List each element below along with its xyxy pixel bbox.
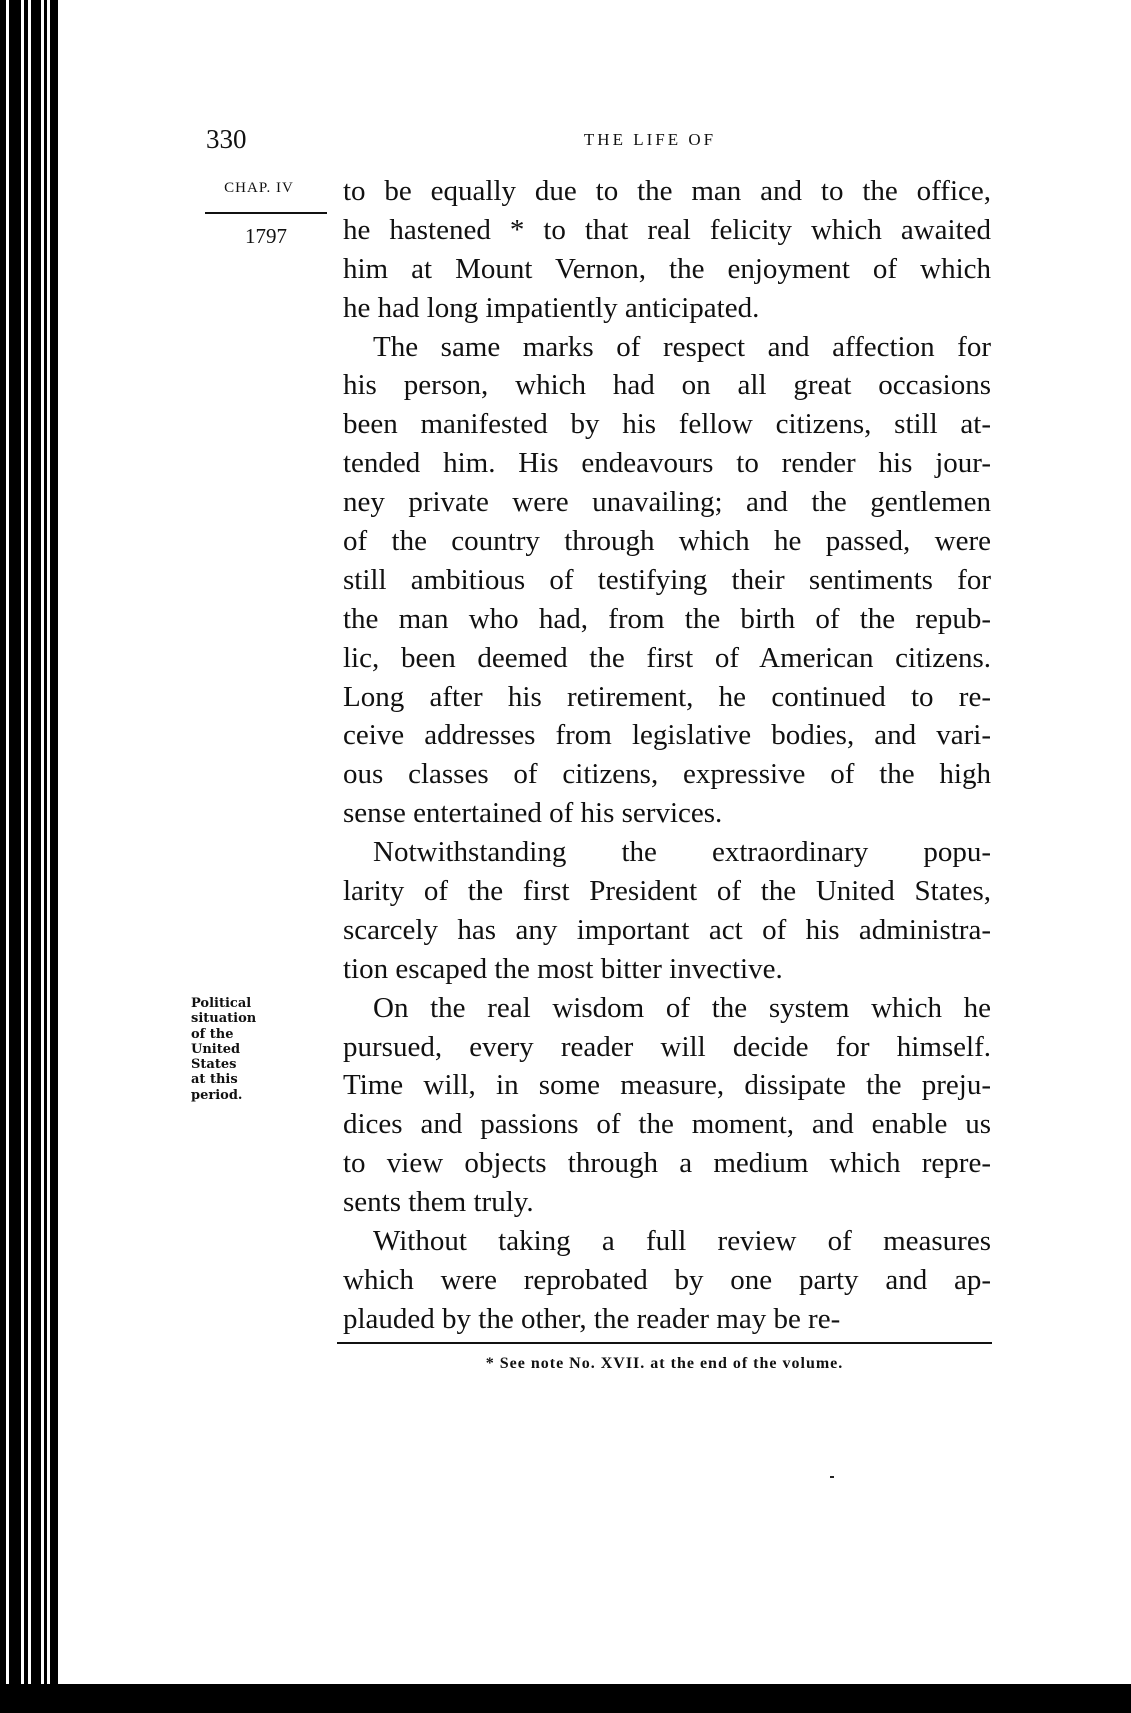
chapter-label: CHAP. IV xyxy=(224,180,294,196)
body-line: ous classes of citizens, expressive of the high xyxy=(343,758,991,791)
side-note-line: States xyxy=(191,1057,237,1073)
footnote-rule xyxy=(337,1342,992,1344)
body-line: The same marks of respect and affection for xyxy=(373,330,991,363)
page-number: 330 xyxy=(206,124,247,154)
body-line: plauded by the other, the reader may be re- xyxy=(343,1302,841,1335)
body-line: larity of the first President of the United States, xyxy=(343,875,991,908)
body-line: tion escaped the most bitter invective. xyxy=(343,952,783,985)
body-line: which were reprobated by one party and ap- xyxy=(343,1263,991,1296)
body-line: Without taking a full review of measures xyxy=(373,1225,991,1258)
side-note-line: United xyxy=(191,1041,241,1057)
body-text xyxy=(343,172,991,1339)
book-binding-edge xyxy=(0,0,62,1713)
body-line: Time will, in some measure, dissipate the preju- xyxy=(343,1069,991,1102)
chapter-rule xyxy=(205,212,327,214)
body-line: his person, which had on all great occasions xyxy=(343,369,991,402)
body-line: to view objects through a medium which repre- xyxy=(343,1147,991,1180)
body-line: to be equally due to the man and to the office, xyxy=(343,175,991,207)
body-line: of the country through which he passed, were xyxy=(343,525,991,558)
side-note-line: situation xyxy=(191,1011,257,1027)
body-line: Long after his retirement, he continued to re- xyxy=(343,680,991,713)
body-line: dices and passions of the moment, and enable us xyxy=(343,1108,991,1141)
side-note-line: at this xyxy=(191,1072,238,1088)
scan-bottom-edge xyxy=(0,1684,1131,1713)
side-note-line: of the xyxy=(191,1026,234,1042)
scan-speck xyxy=(830,1476,834,1478)
body-line: been manifested by his fellow citizens, still at- xyxy=(343,408,991,441)
body-line: lic, been deemed the first of American citizens. xyxy=(343,641,991,674)
side-note-line: Political xyxy=(191,996,252,1011)
body-line: Notwithstanding the extraordinary popu- xyxy=(373,836,991,869)
body-line: ceive addresses from legislative bodies, and vari- xyxy=(343,719,991,752)
footnote: * See note No. XVII. at the end of the volume. xyxy=(485,1355,844,1372)
body-line: tended him. His endeavours to render his jour- xyxy=(343,447,991,480)
running-head: THE LIFE OF xyxy=(583,130,717,149)
body-line: pursued, every reader will decide for himself. xyxy=(343,1030,991,1063)
side-note xyxy=(191,996,256,1103)
body-line: On the real wisdom of the system which he xyxy=(373,991,991,1024)
body-line: scarcely has any important act of his administra- xyxy=(343,913,991,946)
year-label: 1797 xyxy=(245,224,287,248)
body-line: sents them truly. xyxy=(343,1186,534,1219)
body-line: sense entertained of his services. xyxy=(343,797,723,830)
body-line: he hastened * to that real felicity which awaited xyxy=(343,213,991,246)
body-line: the man who had, from the birth of the repub- xyxy=(343,602,991,635)
body-line: ney private were unavailing; and the gentlemen xyxy=(343,486,991,519)
body-line: him at Mount Vernon, the enjoyment of which xyxy=(343,252,991,285)
body-line: still ambitious of testifying their sentiments for xyxy=(343,563,991,596)
body-line: he had long impatiently anticipated. xyxy=(343,291,760,324)
side-note-line: period. xyxy=(191,1087,243,1103)
